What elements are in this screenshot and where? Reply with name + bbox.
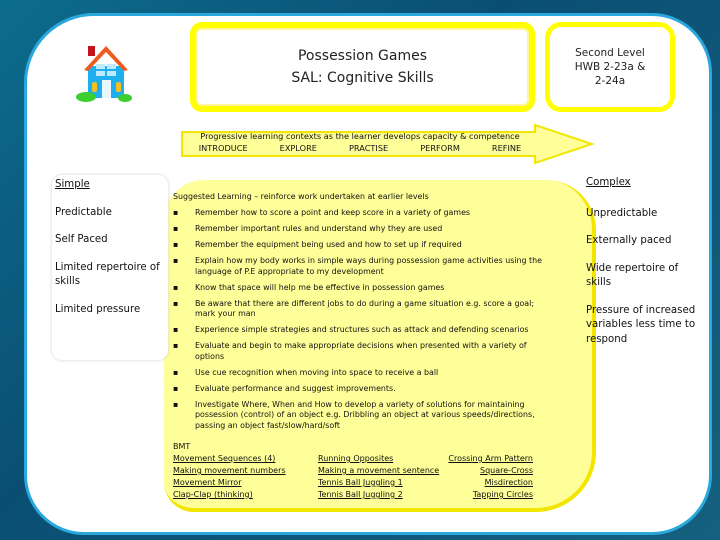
suggested-learning xyxy=(173,192,543,431)
wide-repertoire-label: Wide repertoire of skills xyxy=(586,262,679,288)
simple-label: Simple xyxy=(55,179,90,190)
stage-introduce: INTRODUCE xyxy=(198,143,248,153)
learning-item xyxy=(173,400,543,432)
learning-item-text: Evaluate performance and suggest improvements. xyxy=(195,383,396,393)
home-icon[interactable] xyxy=(70,40,140,108)
bullet-icon: ▪ xyxy=(173,367,179,377)
limited-pressure-label: Limited pressure xyxy=(55,303,141,315)
learning-item xyxy=(173,240,543,251)
learning-item-text: Explain how my body works in simple ways during possession game activities using the language of P.E appropriate to my development xyxy=(195,256,542,276)
bmt-link[interactable]: Running Opposites xyxy=(318,454,394,463)
title-line-1: Possession Games xyxy=(297,48,428,64)
level-line-2: HWB 2-23a & xyxy=(574,61,646,73)
learning-item-text: Remember important rules and understand why they are used xyxy=(195,224,443,233)
bmt-link[interactable]: Tennis Ball Juggling 1 xyxy=(318,478,403,487)
stage-practise: PRACTISE xyxy=(348,143,389,153)
bullet-icon: ▪ xyxy=(173,383,179,393)
bmt-link[interactable]: Making movement numbers xyxy=(173,466,286,475)
progression-text xyxy=(190,130,530,154)
learning-list xyxy=(173,208,543,431)
learning-item-text: Remember how to score a point and keep score in a variety of games xyxy=(195,208,471,217)
learning-item xyxy=(173,299,543,320)
stage-perform: PERFORM xyxy=(420,143,460,153)
complex-label: Complex xyxy=(586,177,631,188)
bmt-links xyxy=(173,453,533,501)
externally-paced-label: Externally paced xyxy=(586,235,672,246)
pressure-label: Pressure of increased variables less time to respond xyxy=(586,304,696,345)
bmt-heading: BMT xyxy=(173,442,191,451)
learning-item xyxy=(173,256,543,277)
learning-item-text: Be aware that there are different jobs to do during a game situation e.g. score a goal; mark your man xyxy=(195,298,534,318)
level-line-3: 2-24a xyxy=(594,75,626,87)
learning-item xyxy=(173,283,543,294)
unpredictable-label: Unpredictable xyxy=(586,207,658,219)
learning-item-text: Experience simple strategies and structures such as attack and defending scenarios xyxy=(195,325,529,334)
bullet-icon: ▪ xyxy=(173,240,179,249)
learning-item-text: Evaluate and begin to make appropriate decisions when presented with a variety of options xyxy=(195,341,527,361)
bmt-link[interactable]: Movement Sequences (4) xyxy=(173,454,276,463)
bullet-icon: ▪ xyxy=(173,325,179,334)
learning-item-text: Remember the equipment being used and how to set up if required xyxy=(195,240,462,249)
predictable-label: Predictable xyxy=(55,206,112,218)
bullet-icon: ▪ xyxy=(173,256,179,265)
bmt-link[interactable]: Clap-Clap (thinking) xyxy=(173,490,253,499)
complex-column xyxy=(586,176,696,360)
bmt-link[interactable]: Misdirection xyxy=(484,478,533,487)
learning-item-text: Know that space will help me be effective in possession games xyxy=(195,282,445,292)
learning-item xyxy=(173,341,543,362)
bmt-link[interactable]: Square-Cross xyxy=(480,466,533,475)
bmt-section xyxy=(173,441,533,501)
bullet-icon: ▪ xyxy=(173,341,179,350)
stage-explore: EXPLORE xyxy=(279,143,317,153)
bmt-link[interactable]: Making a movement sentence xyxy=(318,466,440,475)
learning-item xyxy=(173,384,543,395)
learning-heading: Suggested Learning – reinforce work undertaken at earlier levels xyxy=(173,192,429,201)
bullet-icon: ▪ xyxy=(173,224,179,233)
learning-item xyxy=(173,325,543,336)
bullet-icon: ▪ xyxy=(173,282,179,292)
learning-item xyxy=(173,368,543,379)
limited-repertoire-label: Limited repertoire of skills xyxy=(55,261,160,287)
learning-item xyxy=(173,224,543,235)
bmt-link[interactable]: Tennis Ball Juggling 2 xyxy=(318,490,403,499)
learning-item xyxy=(173,208,543,219)
progression-caption: Progressive learning contexts as the learner develops capacity & competence xyxy=(200,131,520,141)
bmt-link[interactable]: Tapping Circles xyxy=(472,490,533,499)
level-box xyxy=(545,22,675,112)
bullet-icon: ▪ xyxy=(173,298,179,308)
self-paced-label: Self Paced xyxy=(55,234,108,245)
simple-column xyxy=(52,175,168,360)
bullet-icon: ▪ xyxy=(173,208,179,217)
learning-item-text: Investigate Where, When and How to develop a variety of solutions for maintaining possession (control) of an object e.g. Dribbling an object at various speeds/directions, passing an object fast/slow/hard/soft xyxy=(195,399,535,430)
stage-refine: REFINE xyxy=(491,143,522,153)
title-line-2: SAL: Cognitive Skills xyxy=(291,70,434,86)
bmt-link[interactable]: Crossing Arm Pattern xyxy=(448,454,533,463)
bullet-icon: ▪ xyxy=(173,399,179,409)
bmt-link[interactable]: Movement Mirror xyxy=(173,478,242,487)
level-line-1: Second Level xyxy=(575,47,645,59)
learning-item-text: Use cue recognition when moving into space to receive a ball xyxy=(195,367,439,377)
title-box xyxy=(190,22,535,112)
